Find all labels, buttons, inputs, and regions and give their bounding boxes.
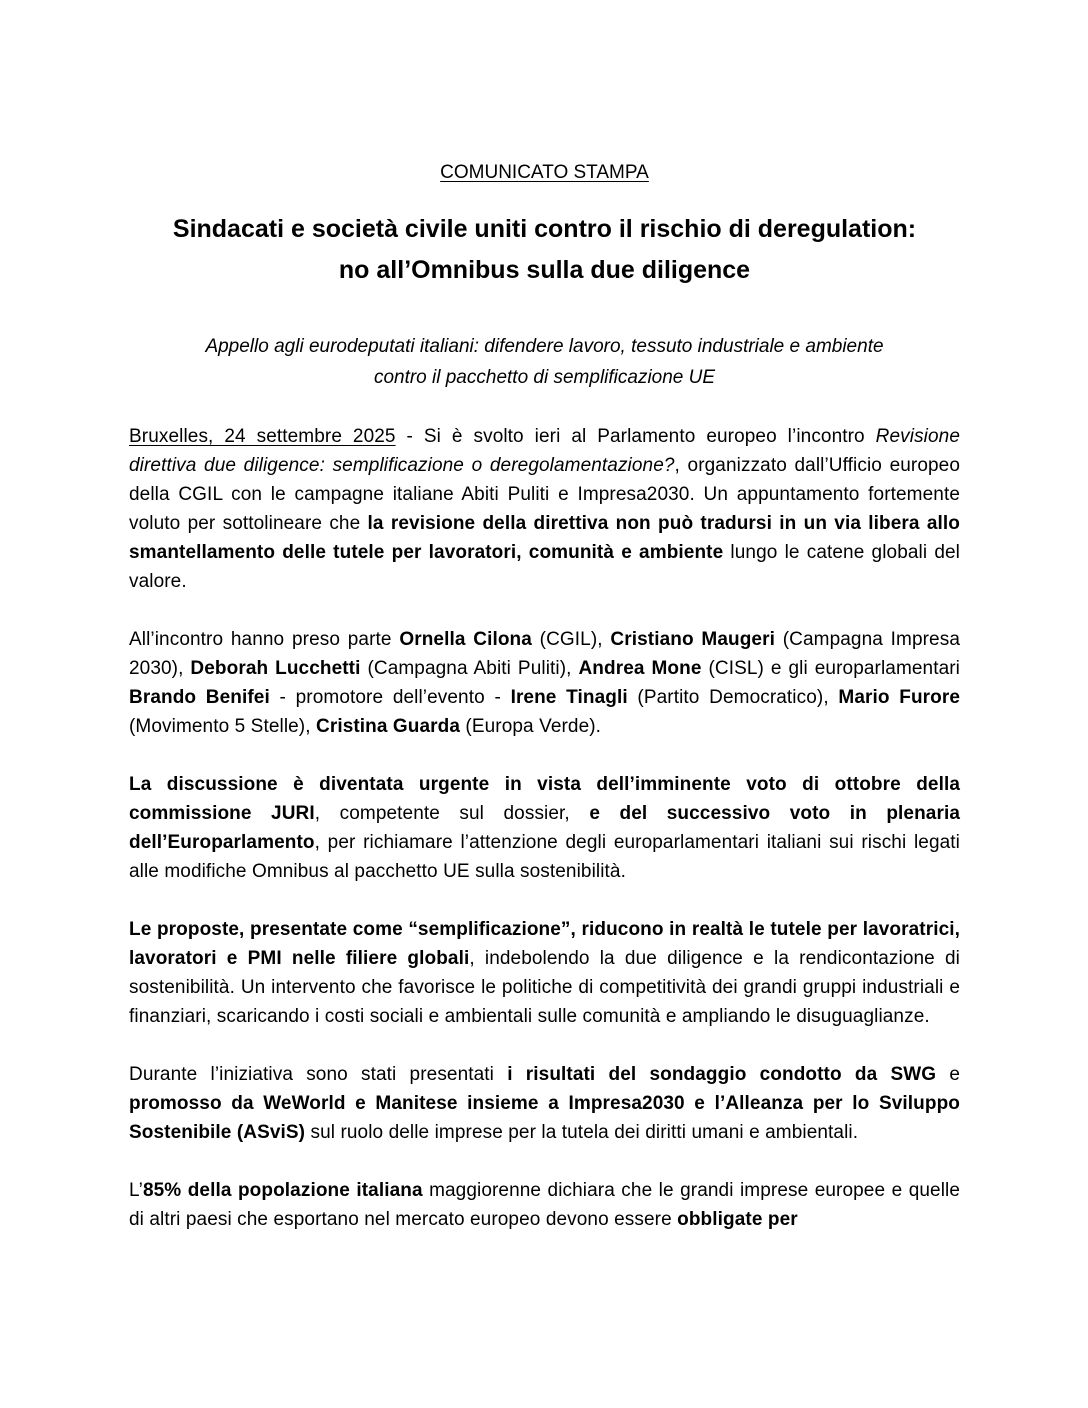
paragraph — [129, 1176, 960, 1234]
subtitle-line-1: Appello agli eurodeputati italiani: difendere lavoro, tessuto industriale e ambiente — [205, 336, 884, 357]
text-run: Le proposte, presentate come “semplificazione”, riducono in realtà le tutele per lavoratrici, lavoratori e PMI nelle filiere globali — [129, 919, 960, 969]
text-run: All’incontro hanno preso parte — [129, 629, 400, 650]
text-run: , competente sul dossier, — [314, 803, 590, 824]
text-run: (Campagna Abiti Puliti), — [360, 658, 579, 679]
text-run: L’ — [129, 1180, 143, 1201]
text-run: la revisione della direttiva non può tradursi in un via libera allo smantellamento delle tutele per lavoratori, comunità e ambiente — [129, 513, 960, 563]
text-run: - Si è svolto ieri al Parlamento europeo l’incontro — [395, 426, 876, 447]
text-run: (CISL) e gli europarlamentari — [701, 658, 960, 679]
text-run: (CGIL), — [531, 629, 611, 650]
press-label-text: COMUNICATO STAMPA — [440, 162, 649, 183]
text-run: sul ruolo delle imprese per la tutela dei diritti umani e ambientali. — [305, 1122, 859, 1143]
text-run: promosso da WeWorld e Manitese insieme a Impresa2030 e l’Alleanza per lo Sviluppo Sostenibile (ASviS) — [129, 1093, 960, 1143]
text-run: Brando Benifei — [129, 687, 270, 708]
text-run: 85% della popolazione italiana — [142, 1180, 423, 1201]
body-text — [129, 422, 960, 1234]
text-run: La discussione è diventata urgente in vista dell’imminente voto di ottobre della commissione JURI — [129, 774, 960, 824]
text-run: (Partito Democratico), — [627, 687, 839, 708]
text-run: e — [936, 1064, 960, 1085]
text-run: Cristina Guarda — [316, 716, 461, 737]
text-run: maggiorenne dichiara che le grandi imprese europee e quelle di altri paesi che esportano nel mercato europeo devono essere — [129, 1180, 960, 1230]
text-run: (Europa Verde). — [460, 716, 602, 737]
text-run: e del successivo voto in plenaria dell’Europarlamento — [129, 803, 960, 853]
main-title — [129, 209, 960, 291]
paragraph — [129, 422, 960, 596]
main-title-line-2: no all’Omnibus sulla due diligence — [338, 256, 751, 284]
paragraph — [129, 625, 960, 741]
text-run: - promotore dell’evento - — [269, 687, 511, 708]
text-run: , indebolendo la due diligence e la rendicontazione di sostenibilità. Un intervento che favorisce le politiche di competitività dei grandi gruppi industriali e finanziari, scaricando i costi sociali e ambientali sulle comunità e ampliando le disuguaglianze. — [129, 948, 960, 1027]
text-run: Andrea Mone — [578, 658, 702, 679]
text-run: obbligate per — [677, 1209, 798, 1230]
press-label — [129, 158, 960, 187]
text-run: Mario Furore — [838, 687, 961, 708]
text-run: lungo le catene globali del valore. — [129, 542, 960, 592]
text-run: (Campagna Impresa 2030), — [129, 629, 960, 679]
text-run: (Movimento 5 Stelle), — [129, 716, 316, 737]
text-run: Deborah Lucchetti — [190, 658, 361, 679]
text-run: , per richiamare l’attenzione degli europarlamentari italiani sui rischi legati alle modifiche Omnibus al pacchetto UE sulla sostenibilità. — [129, 832, 960, 882]
text-run: Bruxelles, 24 settembre 2025 — [129, 426, 396, 447]
subtitle — [129, 331, 960, 393]
text-run: Ornella Cilona — [399, 629, 532, 650]
subtitle-line-2: contro il pacchetto di semplificazione UE — [373, 367, 716, 388]
text-run: Durante l’iniziativa sono stati presentati — [129, 1064, 508, 1085]
main-title-line-1: Sindacati e società civile uniti contro il rischio di deregulation: — [172, 215, 917, 243]
text-run: , organizzato dall’Ufficio europeo della CGIL con le campagne italiane Abiti Puliti e Impresa2030. Un appuntamento fortemente voluto per sottolineare che — [129, 455, 960, 534]
text-run: Revisione direttiva due diligence: semplificazione o deregolamentazione? — [129, 426, 960, 476]
paragraph — [129, 1060, 960, 1147]
text-run: Cristiano Maugeri — [610, 629, 775, 650]
paragraph — [129, 770, 960, 886]
paragraph — [129, 915, 960, 1031]
text-run: i risultati del sondaggio condotto da SWG — [507, 1064, 937, 1085]
text-run: Irene Tinagli — [510, 687, 628, 708]
